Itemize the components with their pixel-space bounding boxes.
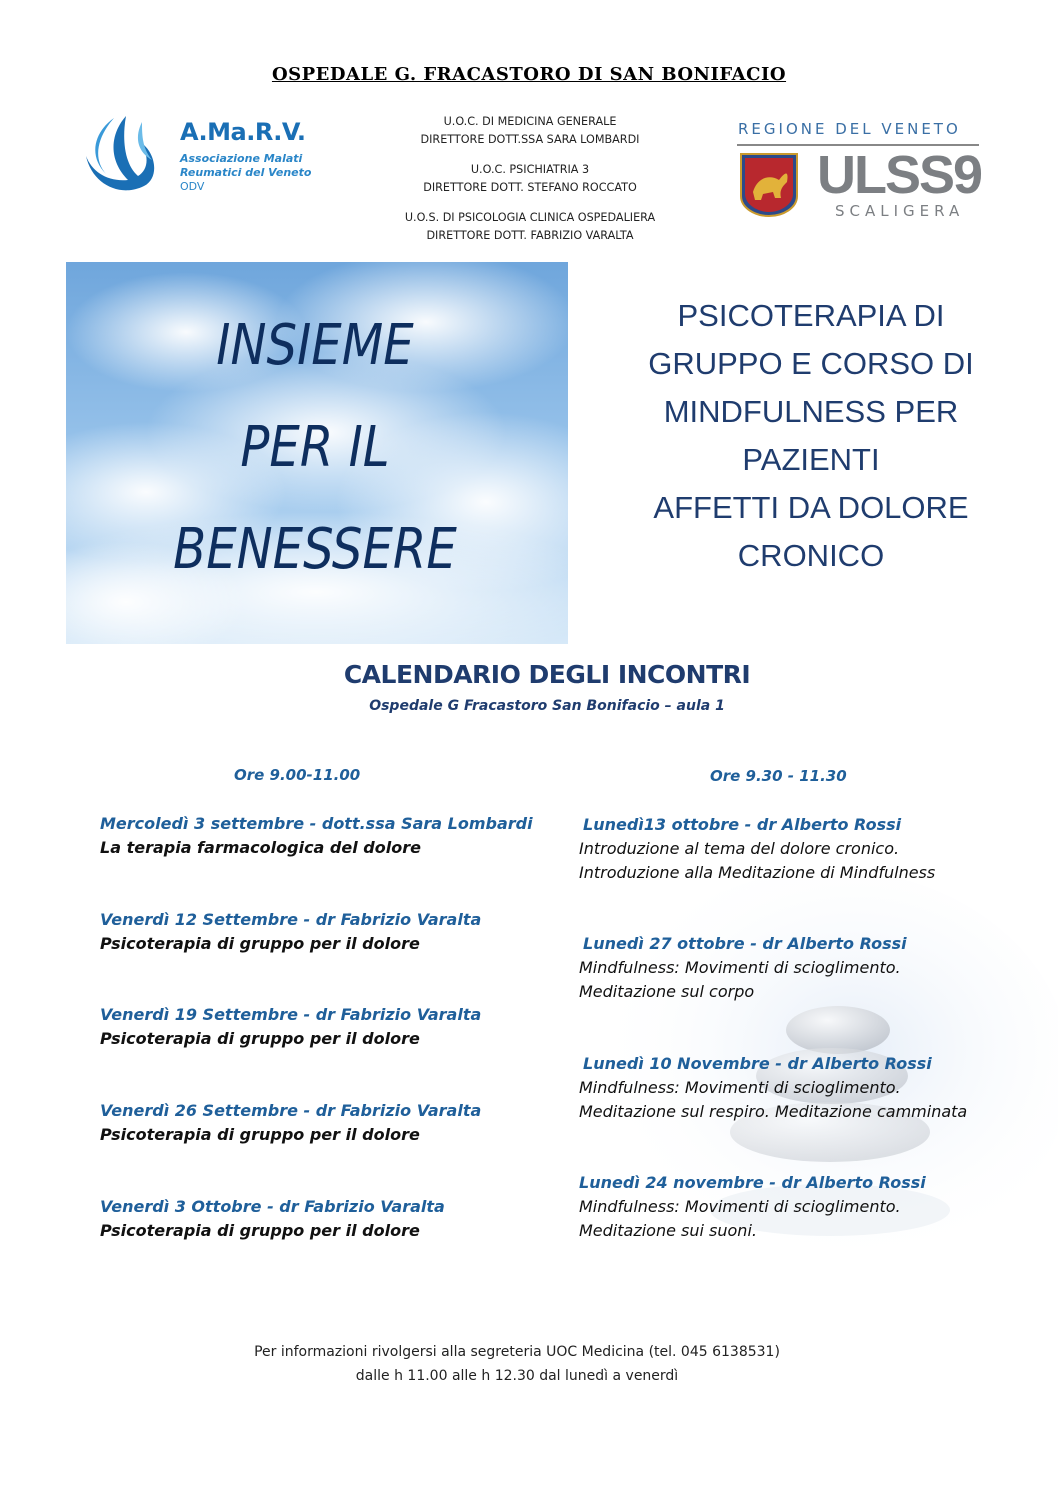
department-unit: U.O.C. DI MEDICINA GENERALE [443, 115, 617, 128]
hero-subtitle-line: PAZIENTI [742, 442, 880, 477]
department-psichiatria [370, 161, 690, 197]
hero-subtitle-line: PSICOTERAPIA DI [677, 298, 945, 333]
hero-subtitle-line: CRONICO [737, 538, 885, 573]
amarv-line-1: Associazione Malati [180, 152, 303, 165]
hospital-title: OSPEDALE G. FRACASTORO DI SAN BONIFACIO [271, 64, 787, 85]
event-item [579, 1052, 967, 1124]
region-veneto-logo [735, 118, 985, 228]
event-topic: Psicoterapia di gruppo per il dolore [100, 1221, 420, 1240]
event-item [579, 932, 907, 1004]
hero-subtitle-line: MINDFULNESS PER [663, 394, 959, 429]
event-topic: Meditazione sul corpo [579, 982, 755, 1001]
hero-title-line: INSIEME [216, 313, 414, 378]
event-topic: Introduzione alla Meditazione di Mindfulness [579, 863, 936, 882]
hero-title [113, 295, 517, 601]
event-item [100, 1195, 445, 1243]
event-date: Venerdì 19 Settembre - dr Fabrizio Varalta [100, 1005, 482, 1024]
ulss-name: ULSS9 [817, 145, 982, 205]
event-item [579, 1171, 926, 1243]
department-medicina [370, 113, 690, 149]
amarv-wave-icon [84, 112, 180, 200]
footer-line: Per informazioni rivolgersi alla segreteria UOC Medicina (tel. 045 6138531) [254, 1344, 780, 1360]
event-topic: Meditazione sul respiro. Meditazione camminata [579, 1102, 968, 1121]
hours-right: Ore 9.30 - 11.30 [710, 767, 847, 785]
amarv-line-3: ODV [180, 180, 205, 193]
event-date: Lunedì 27 ottobre - dr Alberto Rossi [583, 934, 907, 953]
department-director: DIRETTORE DOTT. STEFANO ROCCATO [423, 181, 637, 194]
event-topic: Mindfulness: Movimenti di scioglimento. [579, 1078, 901, 1097]
event-item [100, 1099, 481, 1147]
region-name: REGIONE DEL VENETO [738, 120, 961, 138]
hero-title-line: PER IL [240, 415, 390, 480]
department-unit: U.O.S. DI PSICOLOGIA CLINICA OSPEDALIERA [404, 211, 656, 224]
departments-block [370, 113, 690, 257]
footer-info [0, 1340, 1034, 1388]
footer-line: dalle h 11.00 alle h 12.30 dal lunedì a venerdì [355, 1368, 679, 1384]
event-item [100, 908, 481, 956]
event-topic: La terapia farmacologica del dolore [100, 838, 421, 857]
event-topic: Mindfulness: Movimenti di scioglimento. [579, 958, 901, 977]
amarv-name: A.Ma.R.V. [180, 118, 306, 146]
event-date: Venerdì 26 Settembre - dr Fabrizio Varalta [100, 1101, 482, 1120]
hero-title-line: BENESSERE [173, 517, 457, 582]
event-topic: Psicoterapia di gruppo per il dolore [100, 934, 420, 953]
hero-subtitle [616, 292, 1006, 580]
event-topic: Meditazione sui suoni. [579, 1221, 757, 1240]
event-item [100, 1003, 481, 1051]
event-date: Lunedì 24 novembre - dr Alberto Rossi [579, 1173, 926, 1192]
hero-subtitle-line: GRUPPO E CORSO DI [648, 346, 974, 381]
event-date: Venerdì 12 Settembre - dr Fabrizio Varalta [100, 910, 482, 929]
event-date: Venerdì 3 Ottobre - dr Fabrizio Varalta [100, 1197, 445, 1216]
calendar-title: CALENDARIO DEGLI INCONTRI [343, 660, 751, 689]
event-item [100, 812, 533, 860]
department-director: DIRETTORE DOTT. FABRIZIO VARALTA [426, 229, 634, 242]
veneto-lion-shield-icon [739, 152, 799, 218]
event-item [579, 813, 935, 885]
event-topic: Psicoterapia di gruppo per il dolore [100, 1125, 420, 1144]
event-date: Lunedì13 ottobre - dr Alberto Rossi [583, 815, 902, 834]
event-date: Lunedì 10 Novembre - dr Alberto Rossi [583, 1054, 932, 1073]
hero-subtitle-line: AFFETTI DA DOLORE [653, 490, 969, 525]
amarv-line-2: Reumatici del Veneto [180, 166, 312, 179]
event-topic: Psicoterapia di gruppo per il dolore [100, 1029, 420, 1048]
event-date: Mercoledì 3 settembre - dott.ssa Sara Lombardi [100, 814, 533, 833]
hours-left: Ore 9.00-11.00 [234, 766, 361, 784]
amarv-logo [84, 112, 324, 202]
calendar-location: Ospedale G Fracastoro San Bonifacio – aula 1 [369, 698, 725, 714]
department-psicologia [370, 209, 690, 245]
ulss-subtitle: SCALIGERA [835, 202, 965, 220]
event-topic: Introduzione al tema del dolore cronico. [579, 839, 900, 858]
department-unit: U.O.C. PSICHIATRIA 3 [470, 163, 590, 176]
department-director: DIRETTORE DOTT.SSA SARA LOMBARDI [420, 133, 640, 146]
event-topic: Mindfulness: Movimenti di scioglimento. [579, 1197, 901, 1216]
